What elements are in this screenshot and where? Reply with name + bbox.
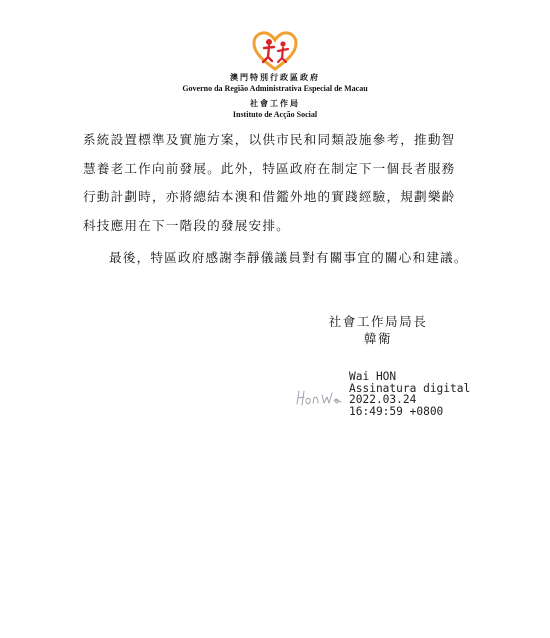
digital-signature-time: 16:49:59 +0800 [349, 404, 444, 418]
digital-signature-label: Assinatura digital [349, 381, 471, 395]
signature-block [318, 313, 438, 347]
signatory-title: 社會工作局局長 [328, 314, 428, 329]
body-paragraph-1: 系統設置標準及實施方案，以供市民和同類設施參考，推動智慧養老工作向前發展。此外，特區政府在制定下一個長者服務行動計劃時，亦將總結本澳和借鑑外地的實踐經驗，規劃樂齡科技應用在下一階段的發展安排。 [83, 132, 456, 233]
institute-name-portuguese: Instituto de Acção Social [232, 110, 318, 119]
digital-signature-date: 2022.03.24 [349, 393, 417, 406]
signatory-name: 韓衛 [363, 331, 393, 346]
institute-name-chinese: 社會工作局 [250, 99, 300, 108]
letterhead [0, 30, 550, 120]
digital-signature-stamp [349, 371, 470, 417]
ias-heart-logo-icon [251, 30, 299, 72]
handwritten-signature [294, 387, 346, 409]
government-name-chinese: 澳門特別行政區政府 [230, 73, 320, 82]
body-paragraph-2: 最後，特區政府感謝李靜儀議員對有關事宜的關心和建議。 [109, 250, 468, 265]
digital-signer-name: Wai HON [349, 370, 397, 383]
government-name-portuguese: Governo da Região Administrativa Especial de Macau [182, 84, 368, 93]
